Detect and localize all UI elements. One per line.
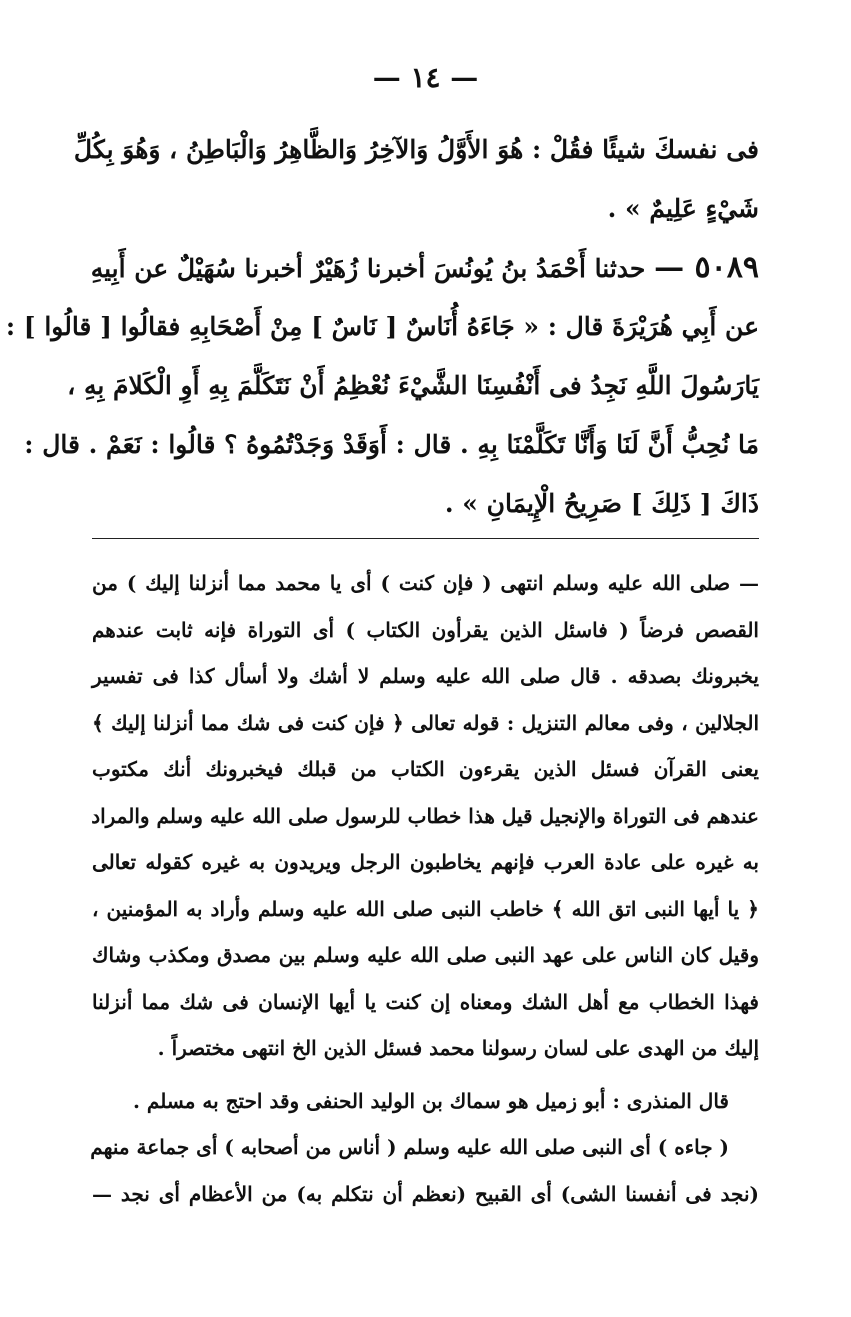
- commentary-line-11: إليك من الهدى على لسان رسولنا محمد فسئل الذين الخ انتهى مختصراً .: [157, 1036, 759, 1060]
- commentary-line-1: — صلى الله عليه وسلم انتهى ( فإن كنت ) أى يا محمد مما أنزلنا إليك ) من: [92, 571, 759, 595]
- hadith-line-5: يَارَسُولَ اللَّهِ نَجِدُ فى أَنْفُسِنَا الشَّيْءَ نُعْظِمُ أَنْ نَتَكَلَّمَ بِهِ أَوِ الْكَلامَ بِهِ ،: [67, 371, 759, 400]
- commentary-line-8: ﴿ يا أيها النبى اتق الله ﴾ خاطب النبى صلى الله عليه وسلم وأراد به المؤمنين ،: [92, 896, 759, 921]
- commentary-line-2: القصص فرضاً ( فاسئل الذين يقرأون الكتاب ) أى التوراة فإنه ثابت عندهم: [92, 617, 759, 642]
- commentary-line-3: يخبرونك بصدقه . قال صلى الله عليه وسلم لا أشك ولا أسأل كذا فى تفسير: [92, 664, 759, 688]
- commentary-line-4: الجلالين ، وفى معالم التنزيل : قوله تعالى ﴿ فإن كنت فى شك مما أنزلنا إليك ﴾: [92, 710, 759, 735]
- commentary-line-10: فهذا الخطاب مع أهل الشك ومعناه إن كنت يا أيها الإنسان فى شك مما أنزلنا: [92, 989, 759, 1014]
- hadith-line-1: فى نفسكَ شيئًا فقُلْ : هُوَ الأَوَّلُ وَالآخِرُ وَالظَّاهِرُ وَالْبَاطِنُ ، وَهُوَ بِكُلِّ: [73, 135, 759, 164]
- hadith-line-3: [92, 238, 759, 297]
- commentary-line-6: عندهم فى التوراة والإنجيل قيل هذا خطاب للرسول صلى الله عليه وسلم والمراد: [91, 803, 759, 828]
- commentary-final-line-2: (نجد فى أنفسنا الشى) أى القبيح (نعظم أن نتكلم به) من الأعظام أى نجد —: [92, 1181, 759, 1206]
- commentary-text: [92, 560, 759, 1217]
- section-divider: [92, 538, 759, 539]
- hadith-isnad: حدثنا أَحْمَدُ بنُ يُونُسَ أخبرنا زُهَيْرٌ أخبرنا سُهَيْلٌ عن أَبِيهِ: [90, 254, 646, 283]
- commentary-final-line-1: ( جاءه ) أى النبى صلى الله عليه وسلم ( أناس من أصحابه ) أى جماعة منهم: [90, 1135, 729, 1159]
- commentary-line-7: به غيره على عادة العرب فإنهم يخاطبون الرجل ويريدون به غيره كقوله تعالى: [92, 850, 759, 874]
- hadith-line-2: شَيْءٍ عَلِيمٌ » .: [607, 194, 759, 223]
- hadith-line-7: ذَاكَ [ ذَلِكَ ] صَرِيحُ الْإِيمَانِ » .: [444, 489, 759, 518]
- hadith-text: [5, 120, 759, 533]
- hadith-line-4: عن أَبِي هُرَيْرَةَ قال : « جَاءَهُ أُنَاسٌ [ نَاسٌ ] مِنْ أَصْحَابِهِ فقالُوا [ قالُوا ] :: [5, 312, 759, 341]
- commentary-line-9: وقيل كان الناس على عهد النبى صلى الله عليه وسلم بين مصدق ومكذب وشاك: [92, 943, 759, 967]
- mundhiri-note: قال المنذرى : أبو زميل هو سماك بن الوليد الحنفى وقد احتج به مسلم .: [133, 1088, 729, 1113]
- commentary-line-5: يعنى القرآن فسئل الذين يقرءون الكتاب من قبلك فيخبرونك أنك مكتوب: [92, 757, 759, 781]
- page-number: — ١٤ —: [372, 61, 479, 94]
- hadith-line-6: مَا نُحِبُّ أَنَّ لَنَا وَأَنَّا تَكَلَّمْنَا بِهِ . قال : أَوَقَدْ وَجَدْتُمُوهُ ؟ قالُوا : نَعَمْ . قال :: [24, 430, 759, 459]
- hadith-number: ٥٠٨٩ —: [654, 250, 759, 285]
